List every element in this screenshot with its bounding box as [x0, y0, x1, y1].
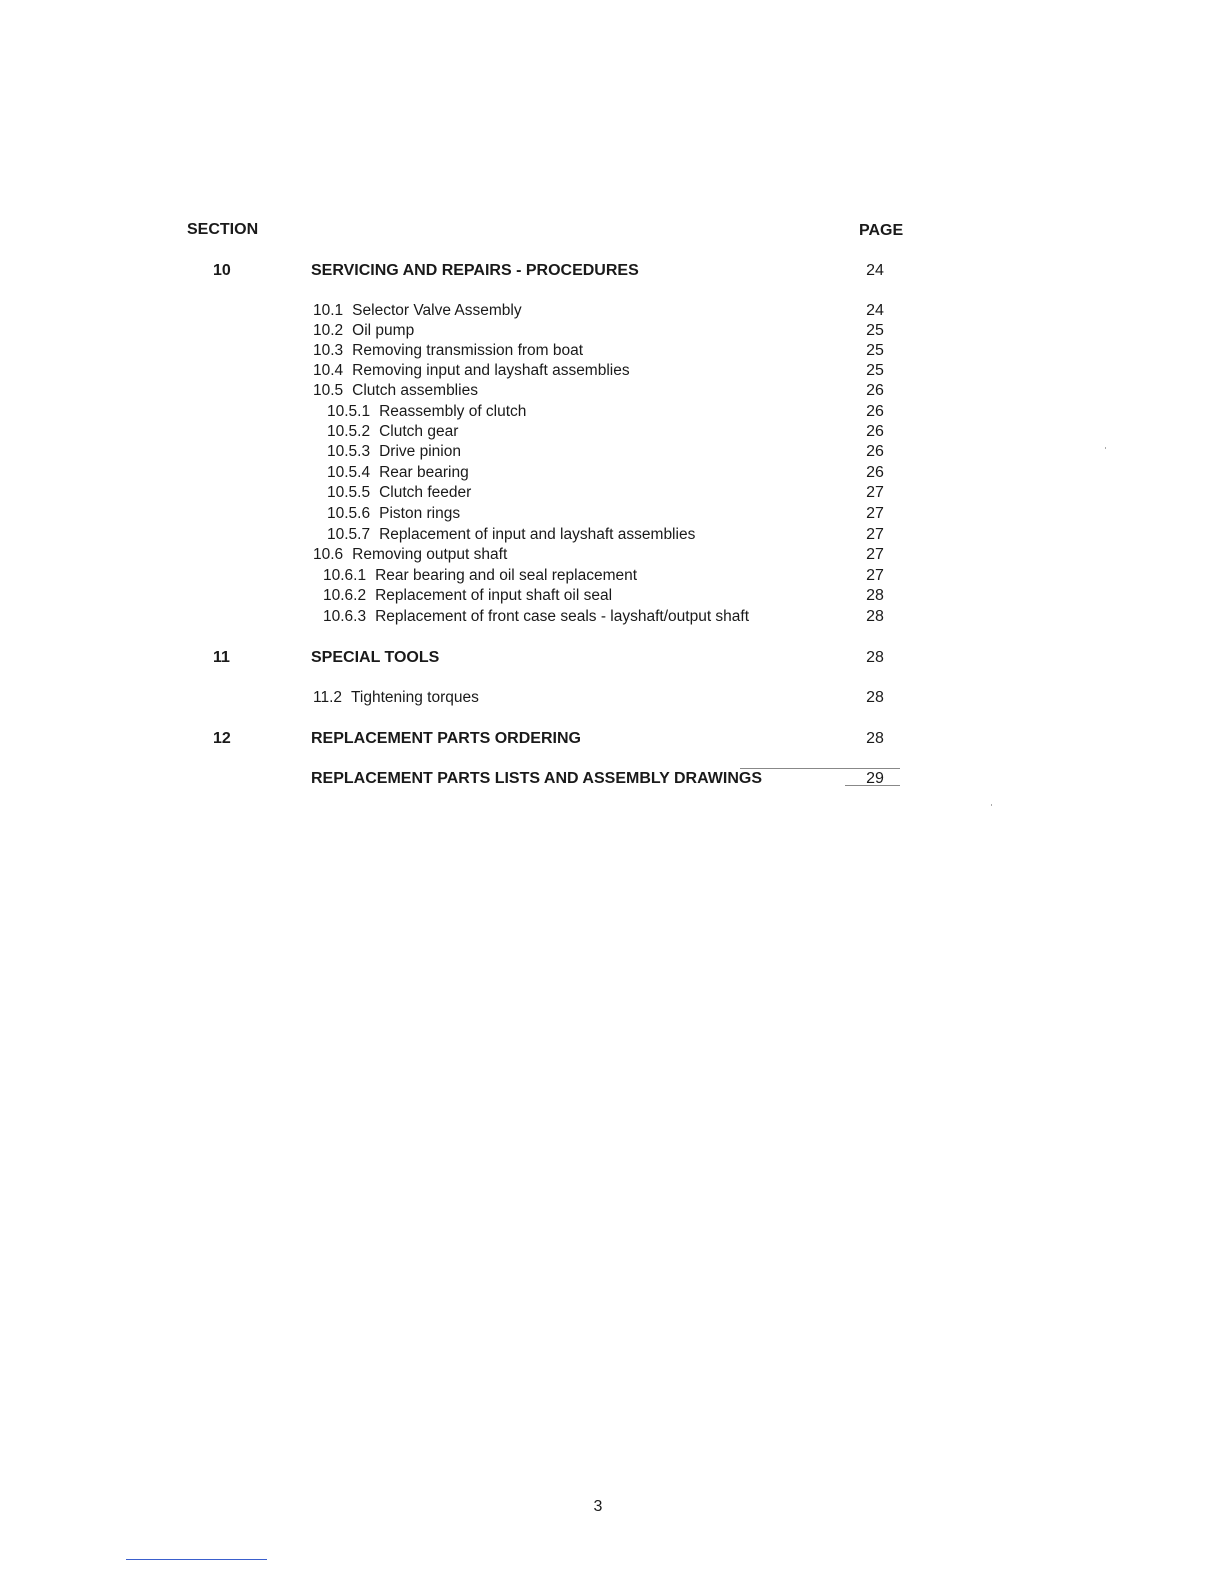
toc-subitem: [323, 567, 637, 585]
toc-item-number: 10.5.3: [327, 443, 371, 460]
toc-item-page: 27: [866, 484, 884, 501]
section-title: SPECIAL TOOLS: [311, 649, 440, 666]
page-column-header: PAGE: [859, 222, 904, 239]
section-page: 24: [866, 262, 884, 279]
toc-item-number: 10.6: [313, 546, 344, 563]
toc-item-number: 10.5: [313, 382, 344, 399]
toc-item-page: 25: [866, 322, 884, 339]
toc-item-page: 26: [866, 443, 884, 460]
toc-subitem: [327, 464, 469, 482]
section-page: 29: [866, 770, 884, 787]
section-number: 11: [213, 649, 230, 666]
toc-item: [313, 342, 583, 360]
toc-item: [313, 322, 414, 340]
toc-item-title: Removing output shaft: [352, 546, 508, 563]
section-title: REPLACEMENT PARTS LISTS AND ASSEMBLY DRAWINGS: [311, 770, 762, 787]
toc-item-page: 26: [866, 423, 884, 440]
leader-rule: [845, 785, 900, 786]
toc-item-title: Drive pinion: [379, 443, 461, 460]
toc-item-number: 10.6.3: [323, 608, 367, 625]
toc-item: [313, 546, 507, 564]
toc-item-title: Oil pump: [352, 322, 415, 339]
footer-rule: [126, 1559, 267, 1560]
toc-subitem: [327, 443, 461, 461]
toc-subitem: [323, 608, 749, 626]
section-number: 12: [213, 730, 231, 747]
toc-item-number: 10.2: [313, 322, 344, 339]
toc-item-title: Rear bearing: [379, 464, 469, 481]
toc-item: [313, 689, 479, 707]
toc-item-number: 10.5.7: [327, 526, 371, 543]
toc-item: [313, 302, 522, 320]
toc-item-title: Replacement of input and layshaft assemblies: [379, 526, 696, 543]
toc-item-page: 28: [866, 587, 884, 604]
toc-item-number: 10.6.1: [323, 567, 367, 584]
toc-item-page: 26: [866, 403, 884, 420]
toc-item-number: 10.1: [313, 302, 344, 319]
toc-item-page: 27: [866, 526, 884, 543]
toc-item-number: 10.5.5: [327, 484, 371, 501]
toc-item-title: Piston rings: [379, 505, 461, 522]
toc-item: [313, 362, 630, 380]
toc-item-page: 27: [866, 505, 884, 522]
section-column-header: SECTION: [187, 221, 259, 238]
toc-item-title: Reassembly of clutch: [379, 403, 527, 420]
toc-item-number: 10.5.2: [327, 423, 371, 440]
toc-item-title: Clutch feeder: [379, 484, 472, 501]
toc-subitem: [327, 526, 695, 544]
scan-speck: [1105, 447, 1106, 449]
toc-subitem: [323, 587, 612, 605]
toc-item-number: 10.4: [313, 362, 344, 379]
toc-item-page: 26: [866, 464, 884, 481]
toc-item-page: 27: [866, 546, 884, 563]
leader-rule: [740, 768, 900, 769]
toc-item-page: 28: [866, 608, 884, 625]
toc-subitem: [327, 403, 526, 421]
toc-item-title: Tightening torques: [351, 689, 479, 706]
toc-subitem: [327, 484, 471, 502]
toc-item-title: Replacement of front case seals - layshaft/output shaft: [375, 608, 750, 625]
toc-item-page: 25: [866, 362, 884, 379]
toc-item: [313, 382, 478, 400]
toc-item-title: Clutch assemblies: [352, 382, 478, 399]
toc-item-number: 11.2: [313, 689, 343, 706]
toc-item-page: 24: [866, 302, 884, 319]
toc-item-page: 28: [866, 689, 884, 706]
section-title: SERVICING AND REPAIRS - PROCEDURES: [311, 262, 639, 279]
toc-item-page: 25: [866, 342, 884, 359]
toc-item-title: Replacement of input shaft oil seal: [375, 587, 613, 604]
scan-speck: [991, 804, 992, 806]
page-number: 3: [593, 1498, 603, 1515]
toc-item-number: 10.3: [313, 342, 344, 359]
section-number: 10: [213, 262, 231, 279]
toc-item-title: Removing input and layshaft assemblies: [352, 362, 630, 379]
toc-subitem: [327, 505, 460, 523]
toc-item-title: Clutch gear: [379, 423, 459, 440]
section-page: 28: [866, 730, 884, 747]
toc-item-number: 10.6.2: [323, 587, 367, 604]
section-title: REPLACEMENT PARTS ORDERING: [311, 730, 581, 747]
toc-item-title: Selector Valve Assembly: [352, 302, 522, 319]
toc-item-title: Rear bearing and oil seal replacement: [375, 567, 638, 584]
toc-item-page: 26: [866, 382, 884, 399]
section-page: 28: [866, 649, 884, 666]
toc-item-number: 10.5.4: [327, 464, 371, 481]
toc-item-number: 10.5.1: [327, 403, 371, 420]
toc-item-title: Removing transmission from boat: [352, 342, 584, 359]
toc-subitem: [327, 423, 458, 441]
toc-item-number: 10.5.6: [327, 505, 371, 522]
toc-item-page: 27: [866, 567, 884, 584]
